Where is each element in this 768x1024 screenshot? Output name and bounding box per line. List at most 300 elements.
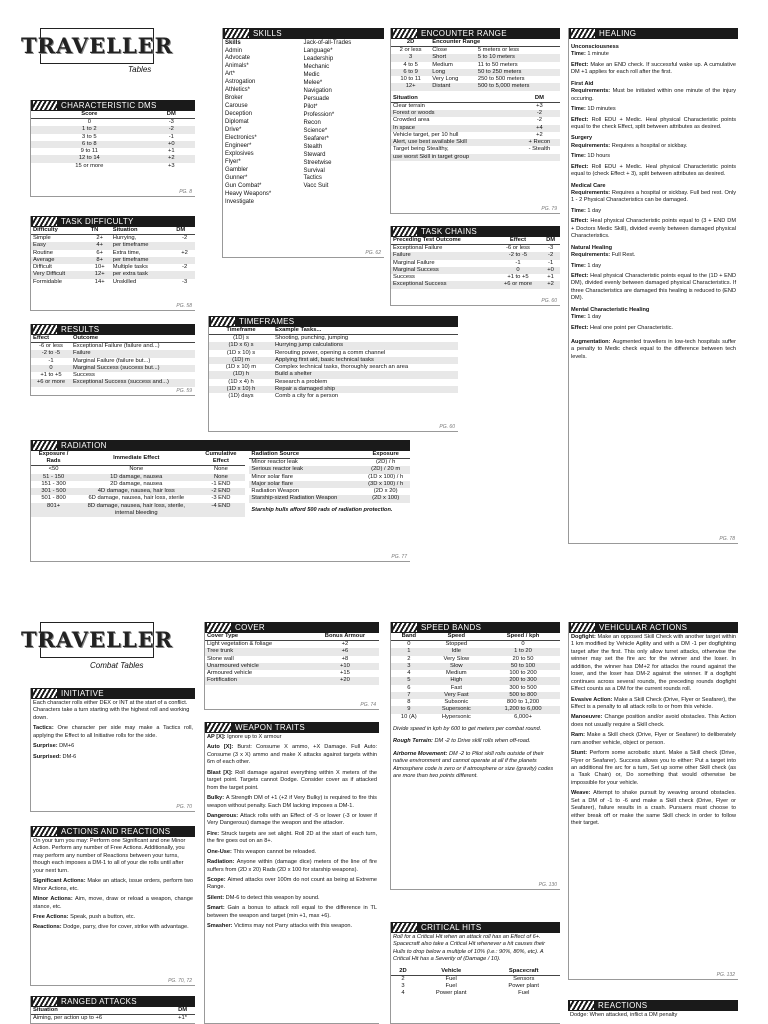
table-cell: (1D) days: [228, 393, 254, 400]
table-cell: Shooting, punching, jumping: [275, 335, 349, 342]
logo-text: TRAVELLER: [20, 626, 174, 652]
rule-term: Dogfight:: [571, 634, 598, 640]
table-cell: +3: [536, 102, 543, 109]
table-cell: use worst Skill in target group: [391, 154, 519, 161]
table-row: [31, 372, 195, 379]
table-cell: Stopped: [445, 641, 468, 648]
rule-entry: [571, 62, 736, 77]
section-title: SPEED BANDS: [421, 622, 482, 632]
header-stripes-icon: [570, 1001, 594, 1010]
section-title: VEHICULAR ACTIONS: [599, 622, 688, 632]
col-header: Speed / kph: [486, 633, 560, 641]
skill-item: Astrogation: [225, 79, 256, 86]
table-cell: per timeframe: [111, 257, 174, 264]
rule-term: Silent:: [207, 894, 226, 901]
table-cell: Unarmoured vehicle: [205, 663, 311, 670]
table-cell: Tree trunk: [205, 648, 311, 655]
table-cell: +2: [341, 641, 349, 648]
table-cell: [174, 271, 195, 278]
table-row: [209, 386, 458, 393]
healing-panel: [568, 28, 738, 544]
skill-item: Art*: [225, 71, 236, 78]
table-cell: Target being Stealthy,: [393, 146, 449, 153]
table-cell: Unskilled: [112, 278, 137, 285]
table-cell: 301 - 500: [31, 488, 76, 495]
rule-term: AP [X]:: [207, 734, 228, 740]
table-row: [391, 975, 560, 983]
table-cell: 50 to 100: [486, 663, 560, 670]
table-row: [391, 69, 560, 76]
rule-entry: [207, 744, 377, 766]
col-header: Exposure / Rads: [31, 451, 76, 466]
table-cell: Difficult: [33, 264, 52, 271]
table-cell: (2D) / h: [375, 459, 396, 466]
table-cell: Radiation Weapon: [251, 488, 300, 495]
table-row: [31, 141, 195, 148]
table-cell: Build a shelter: [273, 371, 458, 378]
rule-text: Heal physical Characteristic points equal to the (1D + END DM), divided evenly between damaged physical Characteristics. If three Characteristics are damaged this healing is reduced to (END DM).: [571, 272, 736, 302]
table-row: [31, 488, 245, 495]
table-cell: 6 to 9: [391, 69, 430, 76]
table-cell: +4: [519, 125, 560, 132]
table-row: [31, 365, 195, 372]
table-cell: 8+: [89, 257, 111, 264]
table-row: [31, 358, 195, 365]
speed-note: Divide speed in kph by 600 to get meters per combat round.: [393, 725, 542, 732]
table-cell: Minor solar flare: [251, 473, 293, 480]
rule-term: Dangerous:: [207, 812, 241, 819]
table-cell: Medium: [432, 61, 453, 68]
header-stripes-icon: [211, 317, 235, 326]
table-cell: -2: [536, 117, 542, 124]
table-cell: Clear terrain: [393, 102, 425, 109]
rule-entry: [571, 88, 736, 103]
table-row: [31, 481, 245, 488]
table-cell: Repair a damaged ship: [273, 386, 458, 393]
header-stripes-icon: [393, 227, 417, 236]
col-header: Example Tasks...: [273, 327, 458, 335]
table-cell: 9 to 11: [80, 148, 98, 155]
table-cell: 12+: [391, 83, 430, 90]
table-cell: Hypersonic: [441, 713, 471, 720]
table-cell: 15 or more: [75, 162, 104, 169]
section-title: TASK DIFFICULTY: [61, 216, 134, 226]
rule-entry: [571, 252, 736, 259]
table-row: [209, 350, 458, 357]
page-ref: PG. 58: [176, 302, 192, 309]
rule-text: Aimed attacks over 100m do not count as being at Extreme Range.: [207, 877, 377, 891]
rule-term: Tactics:: [33, 725, 58, 732]
rule-entry: [571, 750, 736, 787]
table-cell: Subsonic: [444, 699, 469, 706]
table-row: [31, 148, 195, 155]
col-header: Immediate Effect: [76, 451, 196, 466]
table-row: [31, 503, 245, 517]
table-cell: Fuel: [445, 975, 457, 982]
skill-item: Streetwise: [303, 159, 332, 166]
healing-section-heading: First Aid: [571, 80, 594, 87]
table-cell: Power plant: [435, 990, 467, 997]
col-header: Difficulty: [31, 227, 89, 235]
rule-term: Requirements:: [571, 142, 612, 149]
table-row: [391, 706, 560, 713]
rule-term: Blast [X]:: [207, 769, 236, 776]
header-stripes-icon: [571, 623, 595, 632]
table-row: [391, 245, 560, 253]
table-row: [391, 983, 560, 990]
initiative-text: Each character rolls either DEX or INT at the start of a conflict. Characters take a turn starting with the highest roll and working down.: [33, 700, 190, 721]
table-row: [209, 357, 458, 364]
encounter-range-table: [390, 28, 560, 214]
skill-item: Diplomat: [225, 119, 249, 126]
table-cell: Exceptional Failure (failure and...): [72, 343, 160, 350]
rule-text: Make an opposed Skill Check with another target within 1 km modified by Vehicle Agility and with a DM -1 per dogfighting target after the first. This only allow turret attacks, otherwise the winner may set the fire arc for the winner and the loser. In addition, the winner has DM+2 for attacks the round against the loser, and the loser has DM-2 against the winner. If a dogfight continues across several rounds, the preceding rounds dogfight Effect counts as a DM for the current rounds roll.: [571, 634, 737, 693]
table-cell: 1,200 to 6,000: [486, 706, 560, 713]
header-stripes-icon: [207, 723, 231, 732]
section-title: RADIATION: [61, 440, 107, 450]
rule-text: One character per side may make a Tactics roll, applying the Effect to all Initiative rolls for the side.: [33, 725, 193, 739]
table-cell: [174, 242, 195, 249]
table-cell: 0: [87, 119, 91, 126]
table-cell: 4D damage, nausea, hair loss: [76, 488, 196, 495]
rule-term: Minor Actions:: [33, 896, 76, 903]
table-row: [31, 235, 195, 243]
table-row: [209, 393, 458, 400]
table-cell: Marginal Failure (failure but...): [72, 357, 151, 364]
cover-table: [204, 622, 379, 710]
rule-term: Evasive Action:: [571, 696, 615, 703]
table-cell: Slow: [427, 663, 486, 670]
table-cell: +15: [340, 670, 350, 677]
col-header: DM: [148, 111, 195, 119]
table-cell: (2D x 100): [361, 495, 410, 502]
col-header: TN: [89, 227, 111, 235]
table-row: [205, 648, 379, 655]
skill-item: Deception: [225, 111, 253, 118]
table-cell: 14+: [94, 278, 105, 285]
table-cell: per extra task: [111, 271, 174, 278]
header-stripes-icon: [33, 827, 57, 836]
rule-term: Effect:: [571, 218, 591, 225]
skill-item: Tactics: [303, 175, 322, 182]
table-cell: -2: [519, 110, 560, 117]
rule-term: Effect:: [571, 272, 591, 279]
rule-text: 1 minute: [587, 51, 609, 58]
table-cell: Applying first aid, basic technical tasks: [273, 357, 458, 364]
rule-term: Smasher:: [207, 923, 235, 930]
rule-term: Ram:: [571, 732, 587, 739]
page-ref: PG. 70: [176, 803, 192, 810]
rule-entry: [571, 273, 736, 303]
skill-item: Admin: [225, 47, 243, 54]
traveller-logo: [20, 28, 174, 64]
rule-entry: [207, 895, 377, 902]
results-table: [30, 324, 195, 396]
table-cell: Marginal Success: [391, 267, 495, 274]
table-cell: 3: [401, 983, 405, 990]
rule-term: Time:: [571, 51, 588, 58]
table-row: [391, 252, 560, 259]
table-cell: +1*: [178, 1015, 188, 1022]
rule-term: Effect:: [571, 163, 592, 170]
table-cell: Sensors: [513, 975, 535, 982]
table-row: [209, 364, 458, 371]
table-cell: (3D x 100) / h: [361, 481, 410, 488]
rule-entry: [571, 697, 736, 712]
rule-entry: [33, 896, 193, 911]
table-cell: Extra time,: [112, 249, 141, 256]
rule-term: Time:: [571, 314, 588, 321]
table-row: [31, 155, 195, 162]
table-row: [31, 350, 195, 357]
table-row: [391, 663, 560, 670]
reactions-panel: [568, 1000, 738, 1024]
rule-entry: [571, 634, 736, 694]
rule-entry: [207, 770, 377, 792]
rule-entry: [33, 754, 193, 761]
header-stripes-icon: [33, 101, 57, 110]
section-title: CHARACTERISTIC DMS: [61, 100, 157, 110]
section-title: REACTIONS: [598, 1000, 648, 1010]
rule-entry: [207, 831, 377, 846]
table-cell: (1D) h: [209, 371, 273, 378]
table-row: [31, 1015, 195, 1023]
table-cell: (1D) s: [233, 335, 249, 342]
rule-text: Roll EDU + Medic. Heal physical Characteristic points equal to the check Effect, split between attributes as desired.: [571, 116, 736, 130]
rule-term: Effect:: [571, 116, 592, 123]
skill-item: Carouse: [225, 103, 248, 110]
table-row: [391, 677, 560, 684]
rule-text: 1 day: [587, 314, 602, 321]
table-row: [31, 279, 195, 286]
section-title: ACTIONS AND REACTIONS: [61, 826, 171, 836]
table-cell: +6: [311, 648, 379, 655]
rule-entry: [207, 905, 377, 920]
table-cell: 1: [391, 648, 427, 655]
table-cell: 501 - 800: [41, 495, 66, 502]
table-row: [31, 379, 195, 386]
table-cell: -2 to -5: [495, 252, 541, 259]
rule-entry: [207, 813, 377, 828]
table-cell: Crowded area: [393, 117, 430, 124]
section-title: RANGED ATTACKS: [61, 996, 137, 1006]
col-header: Speed: [427, 633, 486, 641]
table-row: [31, 134, 195, 141]
table-cell: Fuel: [445, 983, 457, 990]
table-row: [391, 274, 560, 281]
skill-item: Gunner*: [225, 175, 248, 181]
table-row: [249, 495, 410, 502]
rule-entry: [571, 153, 736, 160]
rule-term: Auto [X]:: [207, 744, 238, 751]
rule-entry: [207, 859, 377, 874]
table-cell: +8: [341, 655, 349, 662]
table-cell: Idle: [427, 648, 486, 655]
rule-text: Full Rest.: [611, 252, 636, 259]
table-row: [209, 379, 458, 386]
table-cell: -4 END: [196, 503, 245, 517]
rule-entry: [571, 732, 736, 747]
section-title: HEALING: [599, 28, 637, 38]
table-cell: Major solar flare: [249, 481, 361, 488]
table-row: [391, 685, 560, 692]
table-row: [31, 250, 195, 257]
table-cell: -3: [182, 278, 188, 285]
critical-hits-text: Roll for a Critical Hit when an attack roll has an Effect of 6+. Spacecraft also take a Critical Hit whenever a hit causes their Hulls to drop below a multiple of 10% (i.e.: 90%, 80%, etc). A Critical Hit has a Severity of (Damage / 10).: [393, 934, 546, 963]
table-row: [391, 267, 560, 274]
table-cell: +2: [536, 131, 543, 138]
speed-note-term: Rough Terrain:: [393, 738, 433, 745]
table-cell: 9: [391, 706, 427, 713]
table-cell: Routine: [33, 249, 53, 256]
header-stripes-icon: [33, 217, 57, 226]
skill-item: Recon: [303, 119, 321, 126]
skill-item: Gambler: [225, 167, 249, 174]
section-title: TASK CHAINS: [421, 226, 478, 236]
table-cell: High: [427, 677, 486, 684]
logo-subtitle: Tables: [128, 65, 152, 74]
table-cell: 300 to 500: [509, 684, 537, 691]
rule-entry: [571, 714, 736, 729]
healing-section-heading: Surgery: [571, 135, 593, 142]
header-stripes-icon: [571, 29, 595, 38]
page-ref: PG. 79: [541, 205, 557, 212]
table-row: [209, 335, 458, 343]
header-stripes-icon: [33, 689, 57, 698]
rule-entry: [207, 849, 377, 856]
header-stripes-icon: [33, 997, 57, 1006]
table-cell: -2: [148, 126, 195, 133]
table-row: [205, 663, 379, 670]
table-cell: Power plant: [508, 983, 540, 990]
table-cell: <50: [48, 466, 59, 473]
rule-text: Attack rolls with an Effect of -5 or lower (-3 or lower if Very Dangerous) damage the weapon and the attacker.: [207, 812, 377, 827]
table-cell: 5: [391, 677, 427, 684]
healing-section-heading: Unconsciousness: [571, 44, 619, 50]
col-header: Exposure: [361, 451, 410, 459]
rule-entry: [571, 106, 736, 113]
rule-text: Gain a bonus to attack roll equal to the difference in TL between the weapon and target (min +1, max +6).: [207, 905, 377, 919]
table-cell: Success: [72, 372, 95, 379]
rule-text: DM-6: [62, 753, 77, 760]
table-row: [391, 125, 560, 132]
table-row: [391, 117, 560, 124]
table-cell: In space: [391, 125, 519, 132]
table-cell: Starship-sized Radiation Weapon: [249, 495, 361, 502]
table-row: [391, 714, 560, 721]
table-cell: 10+: [94, 264, 105, 271]
table-cell: (1D x 10) m: [225, 364, 257, 371]
table-row: [31, 474, 245, 481]
table-cell: +2: [148, 155, 195, 162]
table-cell: Comb a city for a person: [275, 393, 339, 400]
table-cell: +6 or more: [31, 379, 71, 386]
table-cell: None: [196, 474, 245, 481]
rule-entry: [33, 725, 193, 740]
rule-term: Radiation:: [207, 859, 237, 866]
table-row: [249, 459, 410, 467]
table-cell: +3: [168, 162, 175, 169]
table-cell: None: [213, 466, 228, 473]
table-row: [391, 670, 560, 677]
task-difficulty-table: [30, 216, 195, 311]
rule-entry: [571, 314, 736, 321]
rule-entry: [207, 877, 377, 892]
vehicular-actions-panel: [568, 622, 738, 980]
rule-entry: [207, 734, 377, 741]
rule-text: Anyone within (damage dice) meters of the line of fire suffers from (2D x 20) Rads (2D x 100 for starship weapons).: [207, 859, 377, 873]
rule-entry: [571, 117, 736, 132]
table-row: [391, 146, 560, 153]
col-header: DM: [519, 95, 560, 103]
table-cell: 100 to 200: [509, 670, 537, 677]
table-cell: 3: [391, 54, 430, 61]
table-cell: Rerouting power, opening a comm channel: [275, 349, 386, 356]
table-cell: 2: [401, 975, 405, 982]
table-cell: 11 to 50 meters: [477, 61, 518, 68]
rule-term: Effect:: [571, 61, 591, 68]
actions-reactions-panel: [30, 826, 195, 986]
rule-entry: [571, 218, 736, 240]
table-cell: Very Fast: [427, 692, 486, 699]
table-cell: 12+: [89, 271, 111, 278]
col-header: Vehicle: [415, 968, 488, 976]
healing-section-heading: Mental Characteristic Healing: [571, 306, 650, 313]
col-header: Effect: [31, 335, 71, 343]
skill-item: Drive*: [225, 127, 242, 134]
table-cell: -1: [168, 133, 174, 140]
skill-item: Jack-of-all-Trades: [303, 40, 352, 46]
skill-item: Steward: [303, 151, 326, 158]
timeframes-table: [208, 316, 458, 432]
table-row: [391, 281, 560, 288]
rule-text: Must be initiated within one minute of the injury occuring.: [571, 88, 736, 102]
reactions-text: Dodge: When attacked, inflict a DM penalty: [570, 1012, 678, 1018]
page-ref: PG. 74: [360, 701, 376, 708]
table-row: [391, 102, 560, 110]
skill-item: Animals*: [225, 63, 249, 70]
table-cell: 250 to 500 meters: [477, 76, 525, 83]
rule-term: Reactions:: [33, 924, 64, 931]
table-cell: - Stealth: [528, 146, 551, 153]
header-stripes-icon: [393, 923, 417, 932]
table-cell: (1D x 6) s: [209, 342, 273, 349]
col-header: Timeframe: [209, 327, 273, 335]
col-header: Cover Type: [205, 633, 311, 641]
col-header: Preceding Test Outcome: [391, 237, 495, 245]
rule-text: Make an END check. If successful wake up. A cumulative DM +1 applies for each roll after the first.: [571, 61, 736, 76]
table-cell: +1: [547, 274, 554, 281]
page-ref: PG. 70, 72: [168, 977, 192, 984]
rule-text: Burst: Consume X ammo, +X Damage. Full Auto: Consume (3 x X) ammo and make X attacks against targets within 6m of each other.: [207, 744, 378, 766]
table-row: [249, 481, 410, 488]
rule-text: 1 day: [587, 262, 602, 269]
table-cell: 151 - 300: [41, 480, 66, 487]
rule-term: Significant Actions:: [33, 878, 88, 885]
table-cell: (1D) m: [209, 357, 273, 364]
table-cell: Close: [432, 47, 448, 54]
table-cell: Exceptional Success: [391, 281, 495, 288]
col-header: Spacecraft: [487, 968, 560, 976]
table-cell: Fast: [450, 684, 462, 691]
table-cell: 500 to 5,000 meters: [476, 83, 560, 90]
table-cell: -1: [48, 357, 54, 364]
traveller-logo: [20, 622, 174, 658]
table-cell: -1: [548, 259, 554, 266]
table-cell: Alert, use best available Skill: [391, 139, 519, 146]
skill-item: Advocate: [225, 55, 251, 62]
table-cell: Marginal Success (success but...): [71, 365, 195, 372]
